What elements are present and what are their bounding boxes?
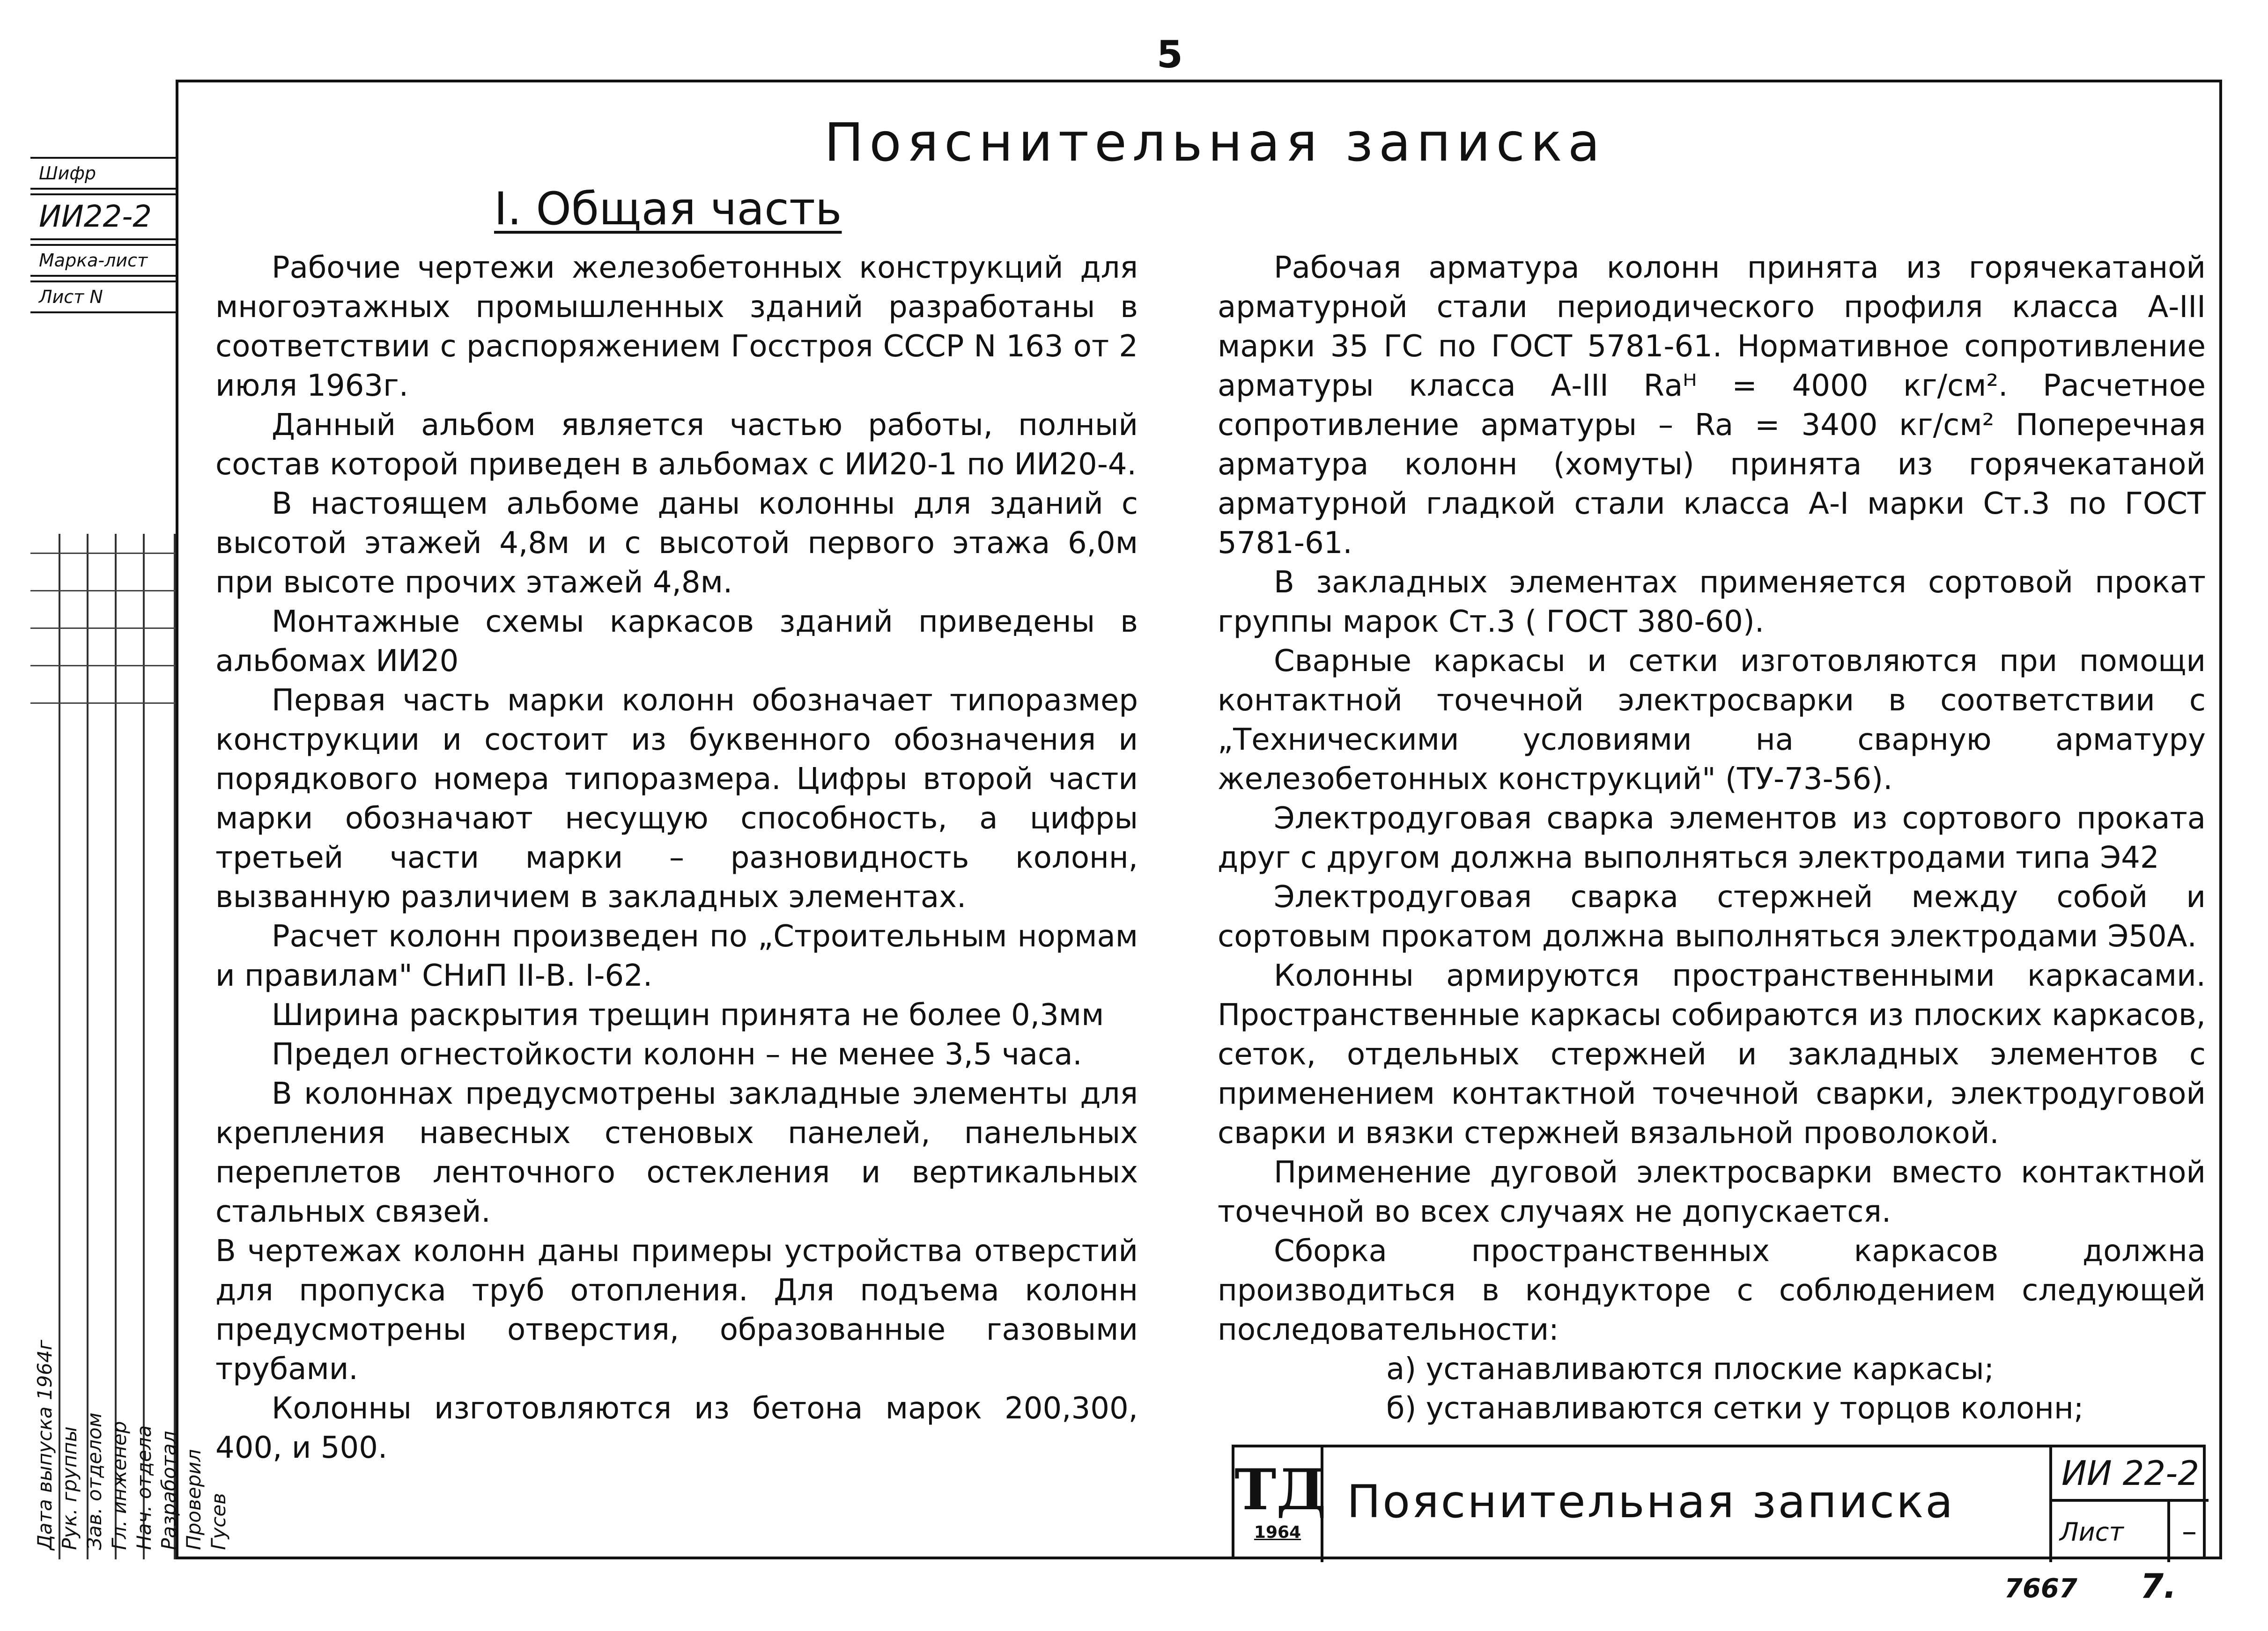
right-text-column (1218, 248, 2206, 1428)
paragraph: Сборка пространственных каркасов должна производиться в кондукторе с соблюдением следующей последовательности: (1218, 1234, 2206, 1347)
shifr-value: ИИ22-2 (30, 193, 176, 240)
signature-entry: Рук. группы (58, 1426, 81, 1550)
list-item: а) устанавливаются плоские каркасы; (1386, 1352, 1995, 1387)
inventory-number: 7667 (2004, 1573, 2077, 1604)
paragraph: Данный альбом является частью работы, полный состав которой приведен в альбомах с ИИ20-1 по ИИ20-4. (215, 408, 1138, 482)
shifr-label: Шифр (30, 157, 176, 190)
left-text-column (215, 248, 1138, 1468)
side-signature-grid (30, 534, 230, 1559)
paragraph: Рабочие чертежи железобетонных конструкций для многоэтажных промышленных зданий разработаны в соответствии с распоряжением Госстроя СССР N 163 от 2 июля 1963г. (215, 251, 1138, 403)
sheet-no-label: Лист N (30, 280, 176, 313)
signature-entry: Гл. инженер (108, 1421, 131, 1550)
signature-entry: Зав. отделом (83, 1412, 106, 1550)
paragraph: Предел огнестойкости колонн – не менее 3,5 часа. (272, 1037, 1082, 1072)
sheet-value: – (2182, 1514, 2197, 1549)
sheet-label: Лист (2052, 1502, 2170, 1562)
paragraph: Колонны армируются пространственными каркасами. Пространственные каркасы собираются из плоских каркасов, сеток, отдельных стержней и закладных элементов с применением контактной точечной сварки, электродуговой сварки и вязки стержней вязальной проволокой. (1218, 959, 2206, 1151)
paragraph: Применение дуговой электросварки вместо контактной точечной во всех случаях не допускается. (1218, 1155, 2206, 1229)
title-block-codes (2049, 1447, 2209, 1562)
document-code: ИИ 22-2 (2052, 1447, 2209, 1502)
title-block (1232, 1445, 2206, 1559)
page-number: 5 (1157, 33, 1183, 76)
paragraph: Расчет колонн произведен по „Строительным нормам и правилам" СНиП II-В. I-62. (215, 919, 1138, 993)
side-stamp (30, 157, 176, 317)
section-title: I. Общая часть (494, 183, 842, 235)
paragraph: Сварные каркасы и сетки изготовляются при помощи контактной точечной электросварки в соответствии с „Техническими условиями на сварную арматуру железобетонных конструкций" (ТУ-73-56). (1218, 644, 2206, 797)
organization-logo (1234, 1447, 1326, 1562)
signature-entry: Разработал (157, 1431, 180, 1550)
paragraph: Колонны изготовляются из бетона марок 200,300, 400, и 500. (215, 1391, 1138, 1465)
paragraph: Электродуговая сварка стержней между собой и сортовым прокатом должна выполняться электродами Э50А. (1218, 880, 2206, 954)
paragraph: В чертежах колонн даны примеры устройства отверстий для пропуска труб отопления. Для подъема колонн предусмотрены отверстия, образованные газовыми трубами. (215, 1234, 1138, 1387)
paragraph: Монтажные схемы каркасов зданий приведены в альбомах ИИ20 (215, 605, 1138, 679)
signature-list (30, 1082, 230, 1550)
logo-mark: ТД (1234, 1457, 1326, 1523)
marka-label: Марка-лист (30, 244, 176, 277)
signature-entry: Нач. отдела (133, 1425, 155, 1550)
signature-entry: Проверил (182, 1449, 205, 1550)
signature-entry: Гусев (207, 1493, 230, 1550)
paragraph: Первая часть марки колонн обозначает типоразмер конструкции и состоит из буквенного обозначения и порядкового номера типоразмера. Цифры второй части марки обозначают несущую способность, а цифры третьей части марки – разновидность колонн, вызванную различием в закладных элементах. (215, 683, 1138, 915)
logo-year: 1964 (1254, 1523, 1301, 1542)
paragraph: В закладных элементах применяется сортовой прокат группы марок Ст.3 ( ГОСТ 380-60). (1218, 565, 2206, 639)
paragraph: Электродуговая сварка элементов из сортового проката друг с другом должна выполняться электродами типа Э42 (1218, 801, 2206, 875)
paragraph: Ширина раскрытия трещин принята не более 0,3мм (272, 998, 1104, 1033)
bottom-sheet-number: 7. (2140, 1566, 2177, 1606)
list-item: б) устанавливаются сетки у торцов колонн; (1386, 1391, 2084, 1426)
paragraph: Рабочая арматура колонн принята из горячекатаной арматурной стали периодического профиля класса А-III марки 35 ГС по ГОСТ 5781-61. Нормативное сопротивление арматуры класса А-III Rаᴴ = 4000 кг/см². Расчетное сопротивление арматуры – Ra = 3400 кг/см² Поперечная арматура колонн (хомуты) принята из горячекатаной арматурной гладкой стали класса А-I марки Ст.3 по ГОСТ 5781-61. (1218, 251, 2206, 561)
paragraph: В настоящем альбоме даны колонны для зданий с высотой этажей 4,8м и с высотой первого этажа 6,0м при высоте прочих этажей 4,8м. (215, 487, 1138, 600)
paragraph: В колоннах предусмотрены закладные элементы для крепления навесных стеновых панелей, панельных переплетов ленточного остекления и вертикальных стальных связей. (215, 1077, 1138, 1229)
signature-entry: Дата выпуска 1964г (33, 1340, 56, 1550)
document-name: Пояснительная записка (1347, 1476, 1955, 1528)
page-title: Пояснительная записка (824, 112, 1606, 173)
